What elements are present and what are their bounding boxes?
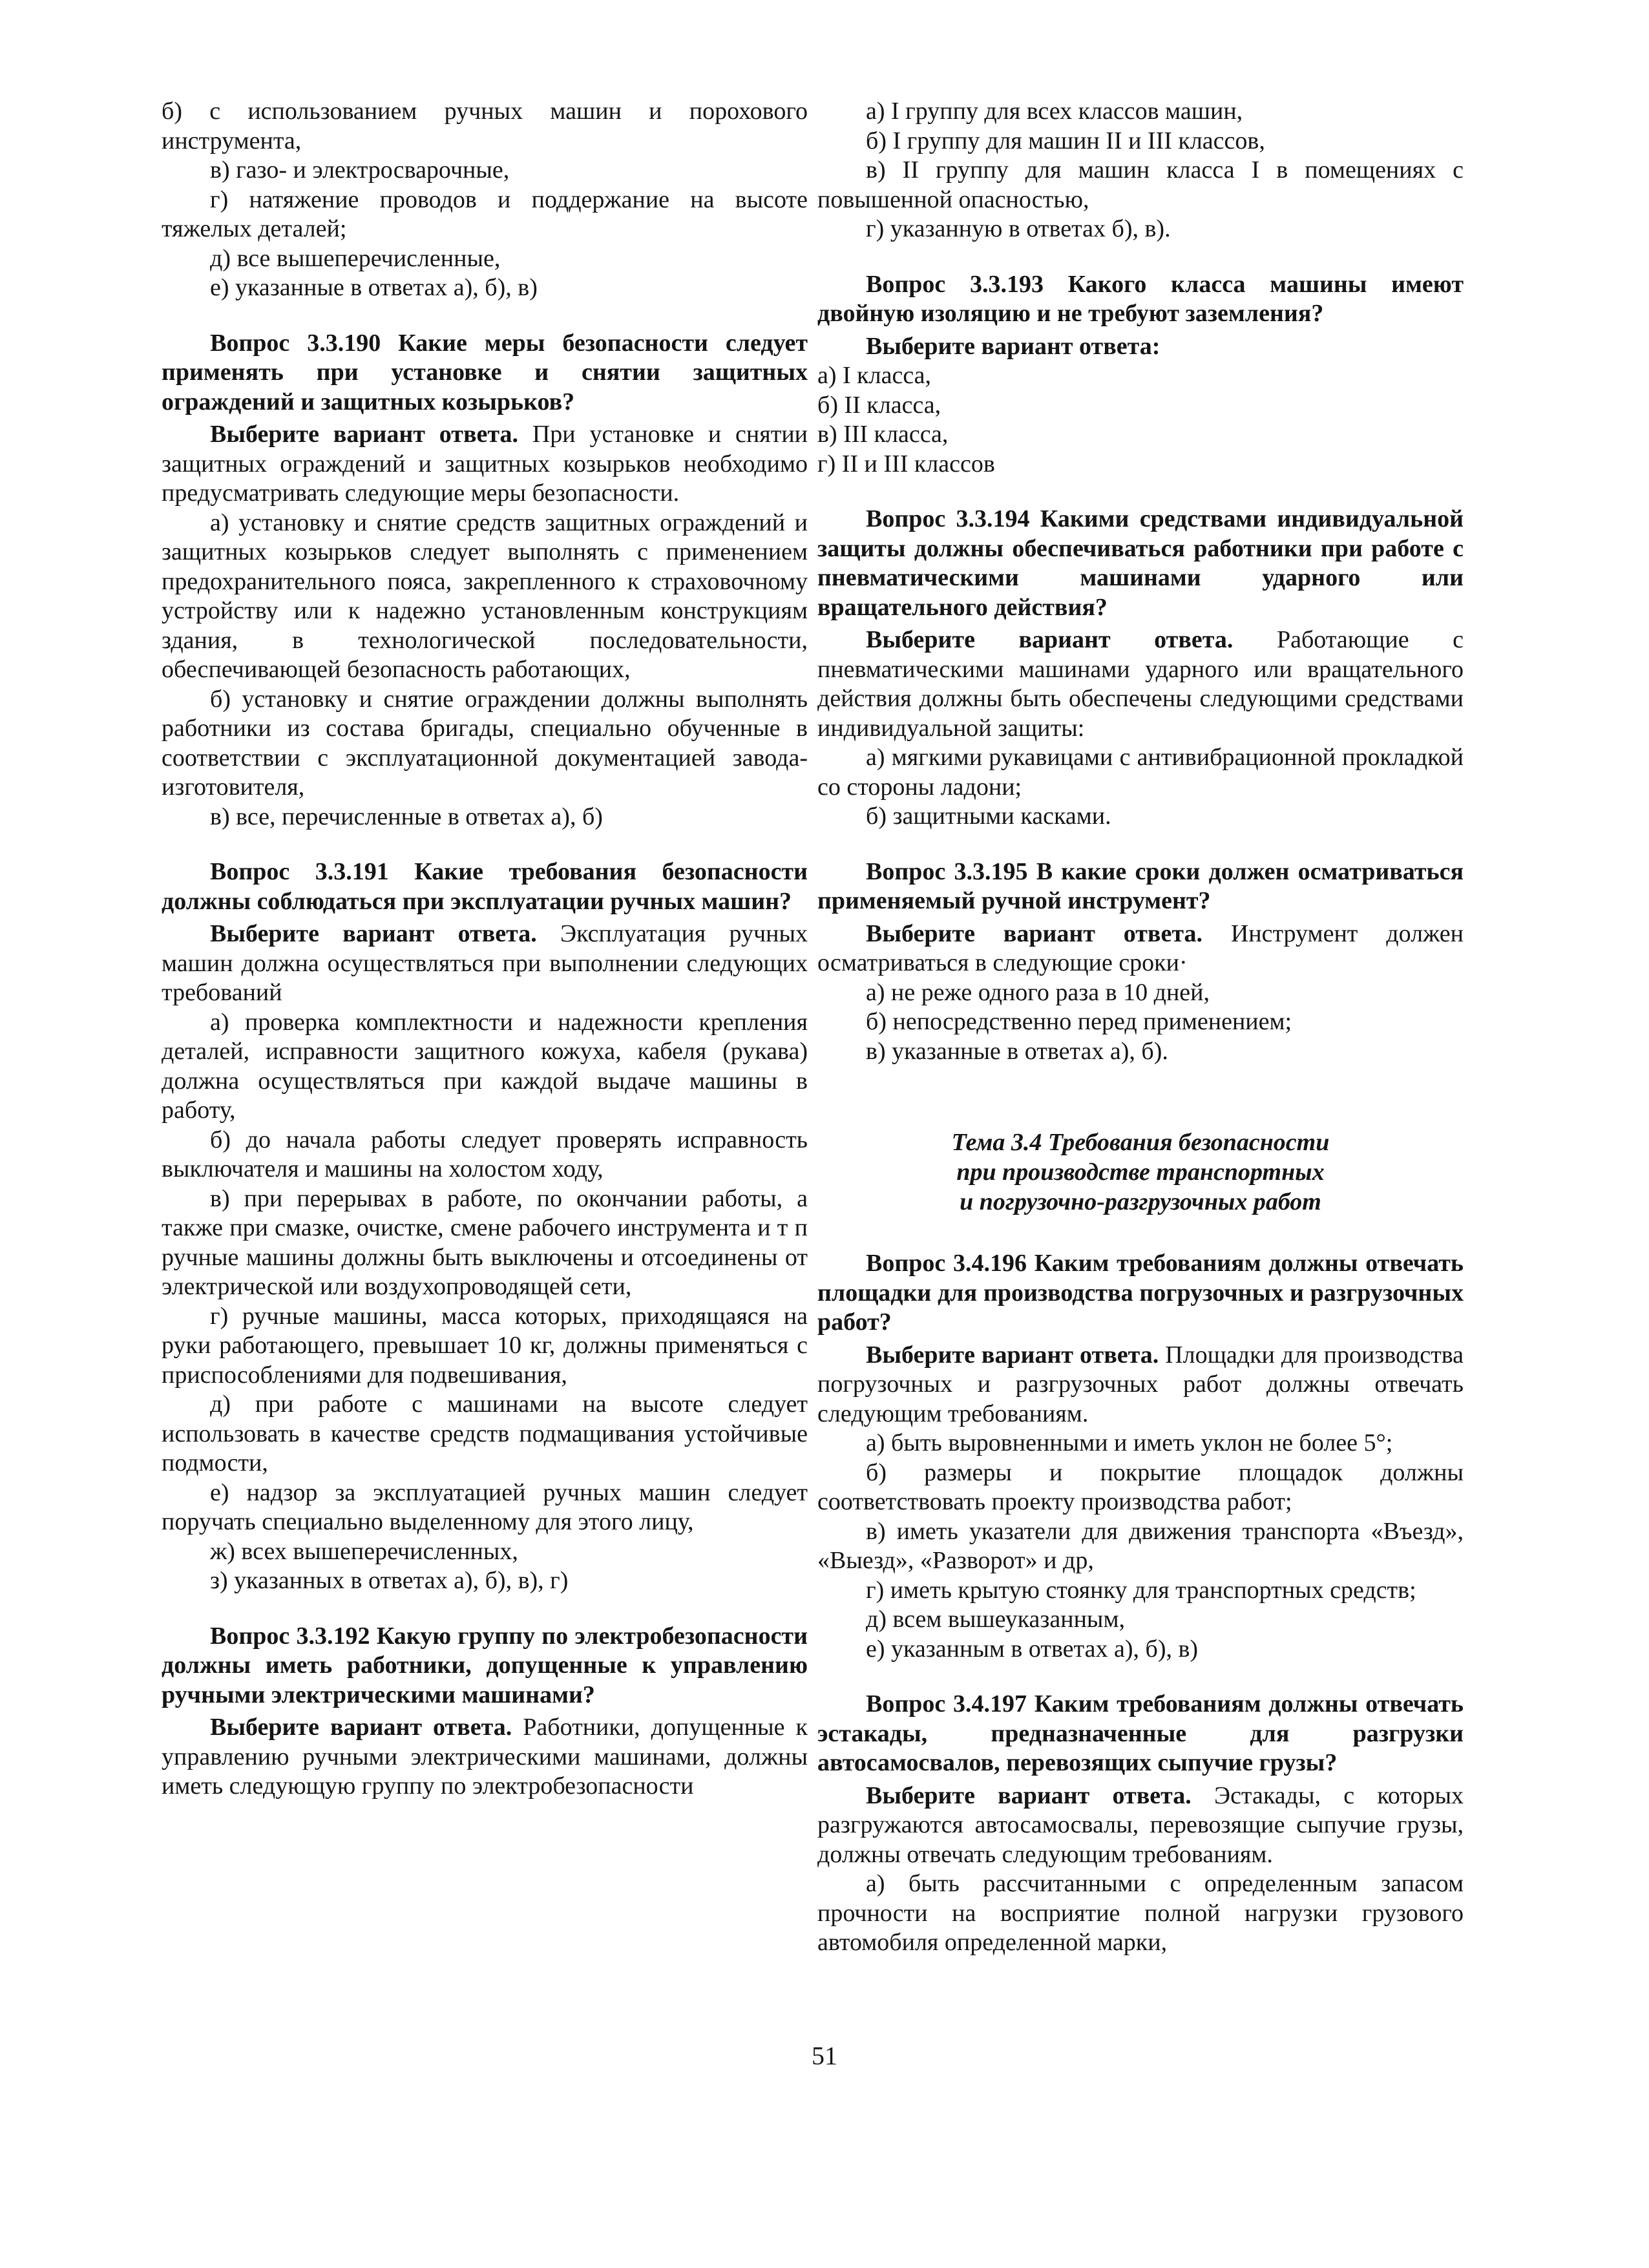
- answer-lead: Выберите вариант ответа.: [210, 421, 518, 448]
- topic-heading-line: Тема 3.4 Требования безопасности: [951, 1129, 1330, 1156]
- question-195-title: Вопрос 3.3.195 В какие сроки должен осматриваться применяемый ручной инструмент?: [817, 857, 1464, 914]
- answer-option: в) II группу для машин класса I в помещениях с повышенной опасностью,: [817, 156, 1464, 213]
- answer-option: б) I группу для машин II и III классов,: [866, 127, 1265, 154]
- question-191-title: Вопрос 3.3.191 Какие требования безопасности должны соблюдаться при эксплуатации ручных машин?: [162, 858, 808, 915]
- question-192-answer-intro: [162, 1713, 808, 1801]
- answer-option: а) не реже одного раза в 10 дней,: [866, 978, 1210, 1006]
- question-194-title: Вопрос 3.3.194 Какими средствами индивидуальной защиты должны обеспечиваться работники при работе с пневматическими машинами ударного или вращательного действия?: [817, 505, 1464, 621]
- question-196-answer-intro: [817, 1341, 1464, 1429]
- question-197-answer-intro: [817, 1781, 1464, 1870]
- answer-option: в) иметь указатели для движения транспорта «Въезд», «Выезд», «Разворот» и др,: [817, 1517, 1464, 1574]
- answer-option: в) III класса,: [817, 421, 949, 448]
- answer-option: б) размеры и покрытие площадок должны соответствовать проекту производства работ;: [817, 1458, 1464, 1515]
- text-line: д) все вышеперечисленные,: [210, 244, 501, 272]
- answer-option: г) указанную в ответах б), в).: [866, 215, 1171, 242]
- answer-intro-text: Эстакады, с которых разгружаются автосамосвалы, перевозящие сыпучие грузы, должны отвечать следующим требованиям.: [817, 1781, 1464, 1868]
- answer-option: б) до начала работы следует проверять исправность выключателя и машины на холостом ходу,: [162, 1126, 808, 1182]
- page-number: 51: [812, 2041, 837, 2070]
- answer-option: а) установку и снятие средств защитных ограждений и защитных козырьков следует выполнять с применением предохранительного пояса, закрепленного к страховочному устройству или к надежно установленным конструкциям здания, в технологической последовательности, обеспечивающей безопасность работающих,: [162, 509, 808, 683]
- answer-option: е) надзор за эксплуатацией ручных машин следует поручать специально выделенному для этого лицу,: [162, 1478, 808, 1535]
- answer-lead: Выберите вариант ответа.: [210, 1714, 512, 1741]
- answer-option: г) ручные машины, масса которых, приходящаяся на руки работающего, превышает 10 кг, должны применяться с приспособлениями для подвешивания,: [162, 1302, 808, 1389]
- answer-option: е) указанным в ответах а), б), в): [866, 1635, 1199, 1663]
- text-line: в) газо- и электросварочные,: [210, 156, 510, 184]
- answer-lead: Выберите вариант ответа.: [866, 919, 1203, 947]
- text-line: б) с использованием ручных машин и порохового инструмента,: [162, 98, 808, 154]
- answer-option: б) установку и снятие ограждении должны выполнять работники из состава бригады, специально обученные в соответствии с эксплуатационной документацией завода-изготовителя,: [162, 685, 808, 801]
- answer-lead: Выберите вариант ответа:: [866, 332, 1161, 360]
- question-190-title: Вопрос 3.3.190 Какие меры безопасности следует применять при установке и снятии защитных ограждений и защитных козырьков?: [162, 329, 808, 415]
- left-column: [162, 97, 808, 1801]
- answer-lead: Выберите вариант ответа.: [866, 626, 1234, 653]
- answer-option: а) I класса,: [817, 362, 932, 389]
- answer-option: г) II и III классов: [817, 450, 995, 478]
- question-194-answer-intro: [817, 625, 1464, 743]
- topic-heading-line: и погрузочно-разгрузочных работ: [960, 1188, 1321, 1215]
- answer-option: а) быть выровненными и иметь уклон не более 5°;: [866, 1429, 1393, 1456]
- question-197-title: Вопрос 3.4.197 Каким требованиям должны отвечать эстакады, предназначенные для разгрузки автосамосвалов, перевозящих сыпучие грузы?: [817, 1690, 1464, 1776]
- answer-option: в) при перерывах в работе, по окончании работы, а также при смазке, очистке, смене рабочего инструмента и т п ручные машины должны быть выключены и отсоединены от электрической или воздухопроводящей сети,: [162, 1184, 808, 1300]
- answer-option: б) непосредственно перед применением;: [866, 1008, 1292, 1035]
- answer-option: а) мягкими рукавицами с антивибрационной прокладкой со стороны ладони;: [817, 744, 1464, 801]
- question-192-title: Вопрос 3.3.192 Какую группу по электробезопасности должны иметь работники, допущенные к управлению ручными электрическими машинами?: [162, 1622, 808, 1708]
- answer-option: а) I группу для всех классов машин,: [866, 98, 1243, 125]
- right-column: [817, 97, 1464, 1958]
- answer-option: б) защитными касками.: [866, 803, 1111, 830]
- answer-intro-text: Инструмент должен осматриваться в следующие сроки·: [817, 919, 1464, 976]
- question-196-title: Вопрос 3.4.196 Каким требованиям должны отвечать площадки для производства погрузочных и разгрузочных работ?: [817, 1250, 1464, 1336]
- answer-option: г) иметь крытую стоянку для транспортных средств;: [866, 1576, 1416, 1604]
- question-191-answer-intro: [162, 919, 808, 1008]
- answer-lead: Выберите вариант ответа.: [866, 1781, 1192, 1809]
- answer-option: з) указанных в ответах а), б), в), г): [210, 1567, 569, 1594]
- answer-intro-text: Площадки для производства погрузочных и разгрузочных работ должны отвечать следующим требованиям.: [817, 1341, 1464, 1427]
- question-195-answer-intro: [817, 919, 1464, 978]
- answer-intro-text: Работающие с пневматическими машинами ударного или вращательного действия должны быть обеспечены следующими средствами индивидуальной защиты:: [817, 626, 1464, 742]
- answer-option: в) указанные в ответах а), б).: [866, 1037, 1168, 1065]
- answer-option: б) II класса,: [817, 391, 941, 419]
- answer-option: а) проверка комплектности и надежности крепления деталей, исправности защитного кожуха, кабеля (рукава) должна осуществляться при каждой выдаче машины в работу,: [162, 1008, 808, 1124]
- question-193-title: Вопрос 3.3.193 Какого класса машины имеют двойную изоляцию и не требуют заземления?: [817, 270, 1464, 327]
- answer-option: ж) всех вышеперечисленных,: [210, 1537, 518, 1565]
- answer-lead: Выберите вариант ответа.: [210, 920, 537, 947]
- answer-option: в) все, перечисленные в ответах а), б): [210, 803, 603, 830]
- text-line: г) натяжение проводов и поддержание на высоте тяжелых деталей;: [162, 185, 808, 242]
- answer-option: д) при работе с машинами на высоте следует использовать в качестве средств подмащивания устойчивые подмости,: [162, 1391, 808, 1476]
- answer-intro-text: При установке и снятии защитных ограждений и защитных козырьков необходимо предусматривать следующие меры безопасности.: [162, 421, 808, 507]
- answer-lead: Выберите вариант ответа.: [866, 1341, 1159, 1369]
- answer-option: д) всем вышеуказанным,: [866, 1606, 1125, 1633]
- answer-intro-text: Эксплуатация ручных машин должна осуществляться при выполнении следующих требований: [162, 920, 808, 1006]
- text-line: е) указанные в ответах а), б), в): [210, 274, 538, 301]
- topic-heading-line: при производстве транспортных: [956, 1159, 1325, 1186]
- answer-intro-text: Работники, допущенные к управлению ручными электрическими машинами, должны иметь следующую группу по электробезопасности: [162, 1714, 808, 1800]
- answer-option: а) быть рассчитанными с определенным запасом прочности на восприятие полной нагрузки грузового автомобиля определенной марки,: [817, 1870, 1464, 1956]
- question-190-answer-intro: [162, 420, 808, 509]
- topic-heading: [817, 1128, 1464, 1217]
